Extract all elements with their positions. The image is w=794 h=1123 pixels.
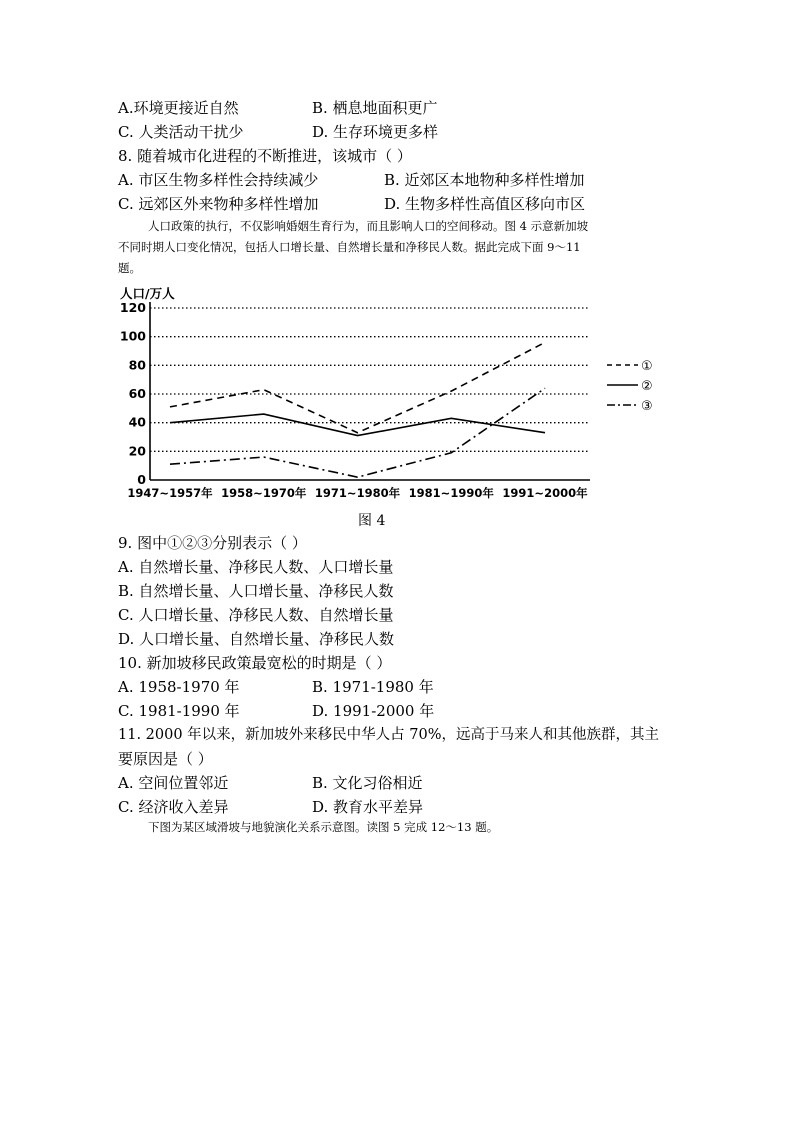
intro-paragraph-line-3: 题。: [118, 261, 141, 275]
q9-option-d: D. 人口增长量、自然增长量、净移民人数: [118, 630, 395, 648]
q10-stem: 10. 新加坡移民政策最宽松的时期是（ ）: [118, 654, 392, 672]
y-axis-label: 人口/万人: [120, 286, 175, 301]
y-tick-label-0: 0: [137, 472, 146, 487]
intro-figure5: 下图为某区域滑坡与地貌演化关系示意图。读图 5 完成 12～13 题。: [148, 820, 499, 834]
q9-option-b: B. 自然增长量、人口增长量、净移民人数: [118, 582, 394, 600]
y-tick-label-60: 60: [128, 386, 146, 401]
q10-option-b: B. 1971-1980 年: [312, 678, 434, 696]
q11-stem-line-1: 11. 2000 年以来，新加坡外来移民中华人占 70%，远高于马来人和其他族群，其主: [118, 727, 660, 743]
q8-stem: 8. 随着城市化进程的不断推进，该城市（ ）: [118, 147, 412, 165]
q9-option-c: C. 人口增长量、净移民人数、自然增长量: [118, 606, 394, 624]
q8-option-b: B. 近郊区本地物种多样性增加: [384, 171, 585, 189]
q11-option-a: A. 空间位置邻近: [118, 774, 229, 792]
q10-option-c: C. 1981-1990 年: [118, 702, 240, 720]
q9-stem: 9. 图中①②③分别表示（ ）: [118, 534, 307, 552]
q7-option-d: D. 生存环境更多样: [312, 123, 439, 141]
population-line-chart: [110, 280, 670, 530]
q10-option-d: D. 1991-2000 年: [312, 702, 435, 720]
legend-label-3: ③: [641, 399, 653, 414]
q11-option-c: C. 经济收入差异: [118, 798, 229, 816]
legend-label-1: ①: [641, 359, 653, 374]
q9-option-a: A. 自然增长量、净移民人数、人口增长量: [118, 558, 394, 576]
series-line-1: [170, 342, 545, 432]
figure-caption: 图 4: [358, 513, 386, 529]
y-tick-label-120: 120: [119, 300, 146, 315]
x-tick-label-4: 1991~2000年: [502, 486, 588, 500]
q10-option-a: A. 1958-1970 年: [118, 678, 240, 696]
intro-paragraph-line-2: 不同时期人口变化情况，包括人口增长量、自然增长量和净移民人数。据此完成下面 9～11: [118, 240, 581, 254]
legend-label-2: ②: [641, 379, 653, 394]
y-tick-label-80: 80: [128, 357, 146, 373]
q8-option-a: A. 市区生物多样性会持续减少: [118, 171, 319, 189]
q7-option-b: B. 栖息地面积更广: [312, 99, 438, 117]
intro-paragraph-line-1: 人口政策的执行，不仅影响婚姻生育行为，而且影响人口的空间移动。图 4 示意新加坡: [148, 219, 589, 233]
y-tick-label-20: 20: [128, 443, 146, 459]
x-tick-label-0: 1947~1957年: [127, 486, 213, 500]
q11-option-b: B. 文化习俗相近: [312, 774, 423, 792]
x-tick-label-2: 1971~1980年: [314, 486, 401, 500]
y-tick-label-40: 40: [128, 414, 146, 430]
y-tick-label-100: 100: [119, 328, 146, 344]
q11-option-d: D. 教育水平差异: [312, 798, 424, 816]
q8-option-d: D. 生物多样性高值区移向市区: [384, 195, 586, 213]
q11-stem-line-2: 要原因是（ ）: [118, 750, 213, 768]
q7-option-c: C. 人类活动干扰少: [118, 123, 244, 141]
q7-option-a: A.环境更接近自然: [118, 99, 239, 117]
x-tick-label-1: 1958~1970年: [221, 486, 307, 500]
x-tick-label-3: 1981~1990年: [408, 486, 494, 500]
q8-option-c: C. 远郊区外来物种多样性增加: [118, 195, 319, 213]
